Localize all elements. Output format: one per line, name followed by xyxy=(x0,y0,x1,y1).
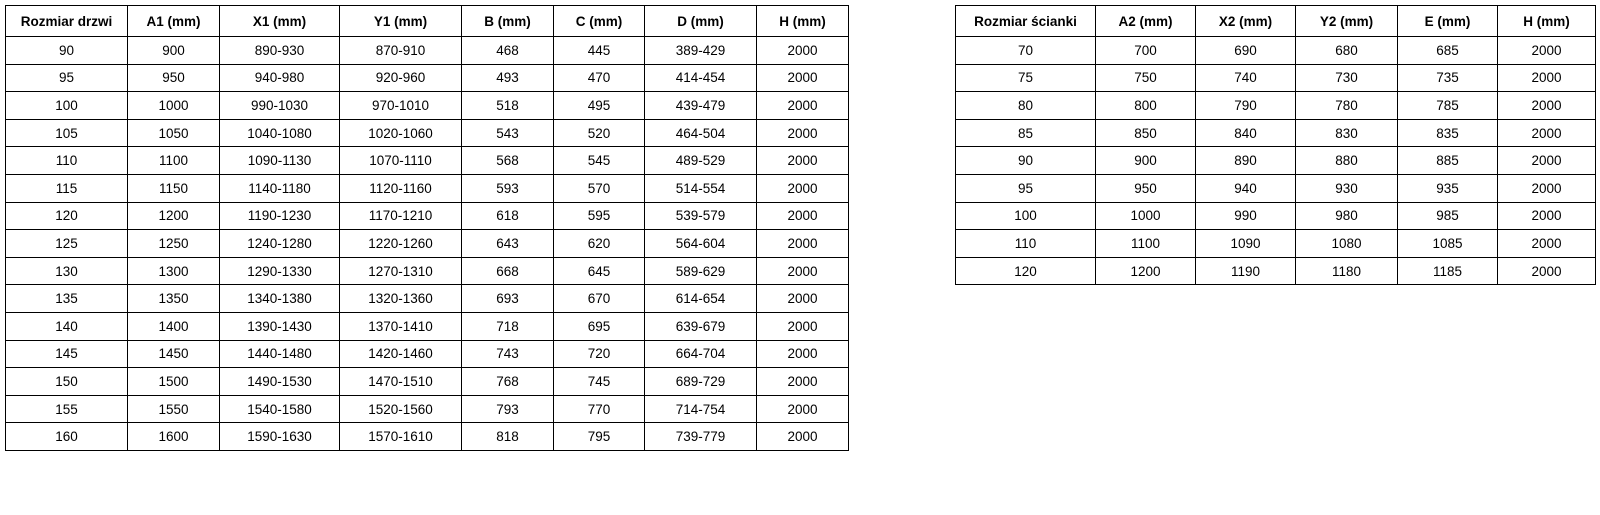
table-cell: 514-554 xyxy=(645,174,757,202)
table-row xyxy=(956,119,1596,147)
table-cell: 1350 xyxy=(128,285,220,313)
table-cell: 618 xyxy=(462,202,554,230)
table-row xyxy=(956,257,1596,285)
table-cell: 125 xyxy=(6,230,128,258)
walls-dimensions-table-container xyxy=(955,5,1596,285)
table-cell: 110 xyxy=(6,147,128,175)
table-cell: 2000 xyxy=(757,92,849,120)
column-header: Rozmiar ścianki xyxy=(956,6,1096,37)
table-cell: 2000 xyxy=(757,202,849,230)
table-cell: 495 xyxy=(554,92,645,120)
table-cell: 1470-1510 xyxy=(340,368,462,396)
table-cell: 785 xyxy=(1398,92,1498,120)
table-cell: 1050 xyxy=(128,119,220,147)
table-cell: 593 xyxy=(462,174,554,202)
table-cell: 2000 xyxy=(757,257,849,285)
table-cell: 468 xyxy=(462,37,554,65)
column-header: Y1 (mm) xyxy=(340,6,462,37)
table-cell: 493 xyxy=(462,64,554,92)
table-cell: 950 xyxy=(128,64,220,92)
table-row xyxy=(6,368,849,396)
table-cell: 120 xyxy=(6,202,128,230)
column-header: Rozmiar drzwi xyxy=(6,6,128,37)
table-cell: 2000 xyxy=(757,147,849,175)
table-cell: 100 xyxy=(956,202,1096,230)
table-cell: 1140-1180 xyxy=(220,174,340,202)
table-cell: 2000 xyxy=(1498,37,1596,65)
table-cell: 75 xyxy=(956,64,1096,92)
column-header: A2 (mm) xyxy=(1096,6,1196,37)
table-cell: 120 xyxy=(956,257,1096,285)
table-cell: 1120-1160 xyxy=(340,174,462,202)
column-header: H (mm) xyxy=(1498,6,1596,37)
table-cell: 70 xyxy=(956,37,1096,65)
table-row xyxy=(6,64,849,92)
table-cell: 1020-1060 xyxy=(340,119,462,147)
table-cell: 1190 xyxy=(1196,257,1296,285)
table-cell: 720 xyxy=(554,340,645,368)
table-cell: 2000 xyxy=(757,37,849,65)
table-row xyxy=(6,257,849,285)
column-header: D (mm) xyxy=(645,6,757,37)
table-cell: 85 xyxy=(956,119,1096,147)
table-cell: 1450 xyxy=(128,340,220,368)
table-cell: 2000 xyxy=(1498,202,1596,230)
walls-dimensions-table xyxy=(955,5,1596,285)
table-cell: 1090 xyxy=(1196,230,1296,258)
table-cell: 1540-1580 xyxy=(220,395,340,423)
table-cell: 970-1010 xyxy=(340,92,462,120)
table-cell: 850 xyxy=(1096,119,1196,147)
table-cell: 743 xyxy=(462,340,554,368)
table-cell: 1070-1110 xyxy=(340,147,462,175)
table-cell: 935 xyxy=(1398,174,1498,202)
table-cell: 880 xyxy=(1296,147,1398,175)
table-cell: 1150 xyxy=(128,174,220,202)
table-cell: 940-980 xyxy=(220,64,340,92)
table-cell: 1400 xyxy=(128,312,220,340)
table-cell: 2000 xyxy=(1498,119,1596,147)
table-cell: 2000 xyxy=(757,423,849,451)
table-cell: 1550 xyxy=(128,395,220,423)
table-cell: 145 xyxy=(6,340,128,368)
table-cell: 639-679 xyxy=(645,312,757,340)
table-cell: 2000 xyxy=(1498,230,1596,258)
table-cell: 1240-1280 xyxy=(220,230,340,258)
table-cell: 543 xyxy=(462,119,554,147)
table-cell: 95 xyxy=(6,64,128,92)
table-cell: 818 xyxy=(462,423,554,451)
table-cell: 140 xyxy=(6,312,128,340)
table-cell: 2000 xyxy=(757,395,849,423)
table-cell: 2000 xyxy=(757,119,849,147)
table-cell: 1080 xyxy=(1296,230,1398,258)
table-cell: 1290-1330 xyxy=(220,257,340,285)
column-header: X2 (mm) xyxy=(1196,6,1296,37)
table-cell: 589-629 xyxy=(645,257,757,285)
table-cell: 1600 xyxy=(128,423,220,451)
table-cell: 570 xyxy=(554,174,645,202)
table-cell: 1420-1460 xyxy=(340,340,462,368)
table-cell: 730 xyxy=(1296,64,1398,92)
table-cell: 1590-1630 xyxy=(220,423,340,451)
table-cell: 95 xyxy=(956,174,1096,202)
column-header: C (mm) xyxy=(554,6,645,37)
table-cell: 445 xyxy=(554,37,645,65)
table-cell: 2000 xyxy=(757,64,849,92)
table-cell: 689-729 xyxy=(645,368,757,396)
table-cell: 920-960 xyxy=(340,64,462,92)
table-cell: 135 xyxy=(6,285,128,313)
column-header: A1 (mm) xyxy=(128,6,220,37)
table-cell: 793 xyxy=(462,395,554,423)
table-cell: 2000 xyxy=(1498,257,1596,285)
table-cell: 1090-1130 xyxy=(220,147,340,175)
table-cell: 568 xyxy=(462,147,554,175)
table-cell: 1250 xyxy=(128,230,220,258)
table-cell: 1100 xyxy=(1096,230,1196,258)
table-row xyxy=(6,312,849,340)
table-cell: 770 xyxy=(554,395,645,423)
table-row xyxy=(6,423,849,451)
table-cell: 800 xyxy=(1096,92,1196,120)
table-cell: 115 xyxy=(6,174,128,202)
table-cell: 740 xyxy=(1196,64,1296,92)
table-cell: 464-504 xyxy=(645,119,757,147)
table-row xyxy=(956,37,1596,65)
table-cell: 1340-1380 xyxy=(220,285,340,313)
table-cell: 150 xyxy=(6,368,128,396)
table-cell: 1390-1430 xyxy=(220,312,340,340)
table-cell: 2000 xyxy=(757,230,849,258)
table-cell: 489-529 xyxy=(645,147,757,175)
table-cell: 1190-1230 xyxy=(220,202,340,230)
table-cell: 718 xyxy=(462,312,554,340)
table-cell: 545 xyxy=(554,147,645,175)
table-cell: 745 xyxy=(554,368,645,396)
table-cell: 693 xyxy=(462,285,554,313)
table-cell: 389-429 xyxy=(645,37,757,65)
table-cell: 768 xyxy=(462,368,554,396)
table-cell: 160 xyxy=(6,423,128,451)
table-row xyxy=(6,395,849,423)
table-cell: 900 xyxy=(128,37,220,65)
table-cell: 695 xyxy=(554,312,645,340)
table-cell: 1040-1080 xyxy=(220,119,340,147)
table-cell: 1320-1360 xyxy=(340,285,462,313)
table-cell: 2000 xyxy=(1498,92,1596,120)
table-cell: 2000 xyxy=(1498,147,1596,175)
table-cell: 780 xyxy=(1296,92,1398,120)
table-cell: 795 xyxy=(554,423,645,451)
table-cell: 735 xyxy=(1398,64,1498,92)
table-cell: 110 xyxy=(956,230,1096,258)
table-header-row xyxy=(956,6,1596,37)
table-cell: 830 xyxy=(1296,119,1398,147)
table-cell: 885 xyxy=(1398,147,1498,175)
table-cell: 680 xyxy=(1296,37,1398,65)
table-cell: 1000 xyxy=(128,92,220,120)
table-cell: 90 xyxy=(6,37,128,65)
table-cell: 643 xyxy=(462,230,554,258)
table-cell: 439-479 xyxy=(645,92,757,120)
table-cell: 1570-1610 xyxy=(340,423,462,451)
table-cell: 520 xyxy=(554,119,645,147)
table-row xyxy=(6,174,849,202)
table-cell: 614-654 xyxy=(645,285,757,313)
table-cell: 1440-1480 xyxy=(220,340,340,368)
table-cell: 1220-1260 xyxy=(340,230,462,258)
table-cell: 685 xyxy=(1398,37,1498,65)
table-cell: 1520-1560 xyxy=(340,395,462,423)
table-cell: 690 xyxy=(1196,37,1296,65)
table-cell: 1180 xyxy=(1296,257,1398,285)
table-cell: 1200 xyxy=(128,202,220,230)
table-row xyxy=(956,230,1596,258)
table-cell: 1185 xyxy=(1398,257,1498,285)
table-cell: 990 xyxy=(1196,202,1296,230)
table-cell: 670 xyxy=(554,285,645,313)
table-cell: 1300 xyxy=(128,257,220,285)
table-row xyxy=(6,37,849,65)
table-cell: 620 xyxy=(554,230,645,258)
table-cell: 790 xyxy=(1196,92,1296,120)
table-cell: 750 xyxy=(1096,64,1196,92)
table-row xyxy=(6,285,849,313)
table-row xyxy=(6,119,849,147)
table-cell: 1100 xyxy=(128,147,220,175)
table-row xyxy=(6,340,849,368)
table-cell: 700 xyxy=(1096,37,1196,65)
table-cell: 80 xyxy=(956,92,1096,120)
table-cell: 930 xyxy=(1296,174,1398,202)
table-cell: 1000 xyxy=(1096,202,1196,230)
table-row xyxy=(956,174,1596,202)
table-row xyxy=(956,202,1596,230)
table-cell: 100 xyxy=(6,92,128,120)
table-cell: 470 xyxy=(554,64,645,92)
table-cell: 1170-1210 xyxy=(340,202,462,230)
table-row xyxy=(6,92,849,120)
table-row xyxy=(6,202,849,230)
column-header: X1 (mm) xyxy=(220,6,340,37)
table-cell: 990-1030 xyxy=(220,92,340,120)
column-header: Y2 (mm) xyxy=(1296,6,1398,37)
table-cell: 2000 xyxy=(757,312,849,340)
table-row xyxy=(6,230,849,258)
table-cell: 1200 xyxy=(1096,257,1196,285)
table-cell: 840 xyxy=(1196,119,1296,147)
table-cell: 645 xyxy=(554,257,645,285)
table-cell: 414-454 xyxy=(645,64,757,92)
table-cell: 130 xyxy=(6,257,128,285)
table-cell: 564-604 xyxy=(645,230,757,258)
table-cell: 714-754 xyxy=(645,395,757,423)
table-cell: 539-579 xyxy=(645,202,757,230)
table-row xyxy=(956,92,1596,120)
doors-dimensions-table-container xyxy=(5,5,849,451)
table-cell: 2000 xyxy=(1498,64,1596,92)
table-cell: 595 xyxy=(554,202,645,230)
table-cell: 668 xyxy=(462,257,554,285)
table-cell: 105 xyxy=(6,119,128,147)
table-cell: 890-930 xyxy=(220,37,340,65)
table-cell: 950 xyxy=(1096,174,1196,202)
table-header-row xyxy=(6,6,849,37)
table-cell: 2000 xyxy=(757,340,849,368)
table-cell: 1085 xyxy=(1398,230,1498,258)
table-cell: 2000 xyxy=(757,368,849,396)
table-cell: 890 xyxy=(1196,147,1296,175)
table-cell: 980 xyxy=(1296,202,1398,230)
table-cell: 664-704 xyxy=(645,340,757,368)
table-cell: 90 xyxy=(956,147,1096,175)
table-cell: 1490-1530 xyxy=(220,368,340,396)
table-cell: 2000 xyxy=(1498,174,1596,202)
table-row xyxy=(956,147,1596,175)
table-cell: 1270-1310 xyxy=(340,257,462,285)
table-cell: 1370-1410 xyxy=(340,312,462,340)
table-cell: 155 xyxy=(6,395,128,423)
table-cell: 518 xyxy=(462,92,554,120)
table-cell: 2000 xyxy=(757,285,849,313)
column-header: H (mm) xyxy=(757,6,849,37)
table-cell: 870-910 xyxy=(340,37,462,65)
table-cell: 1500 xyxy=(128,368,220,396)
column-header: E (mm) xyxy=(1398,6,1498,37)
table-cell: 940 xyxy=(1196,174,1296,202)
table-cell: 2000 xyxy=(757,174,849,202)
table-cell: 835 xyxy=(1398,119,1498,147)
table-cell: 739-779 xyxy=(645,423,757,451)
table-cell: 900 xyxy=(1096,147,1196,175)
column-header: B (mm) xyxy=(462,6,554,37)
table-row xyxy=(956,64,1596,92)
doors-dimensions-table xyxy=(5,5,849,451)
table-row xyxy=(6,147,849,175)
table-cell: 985 xyxy=(1398,202,1498,230)
